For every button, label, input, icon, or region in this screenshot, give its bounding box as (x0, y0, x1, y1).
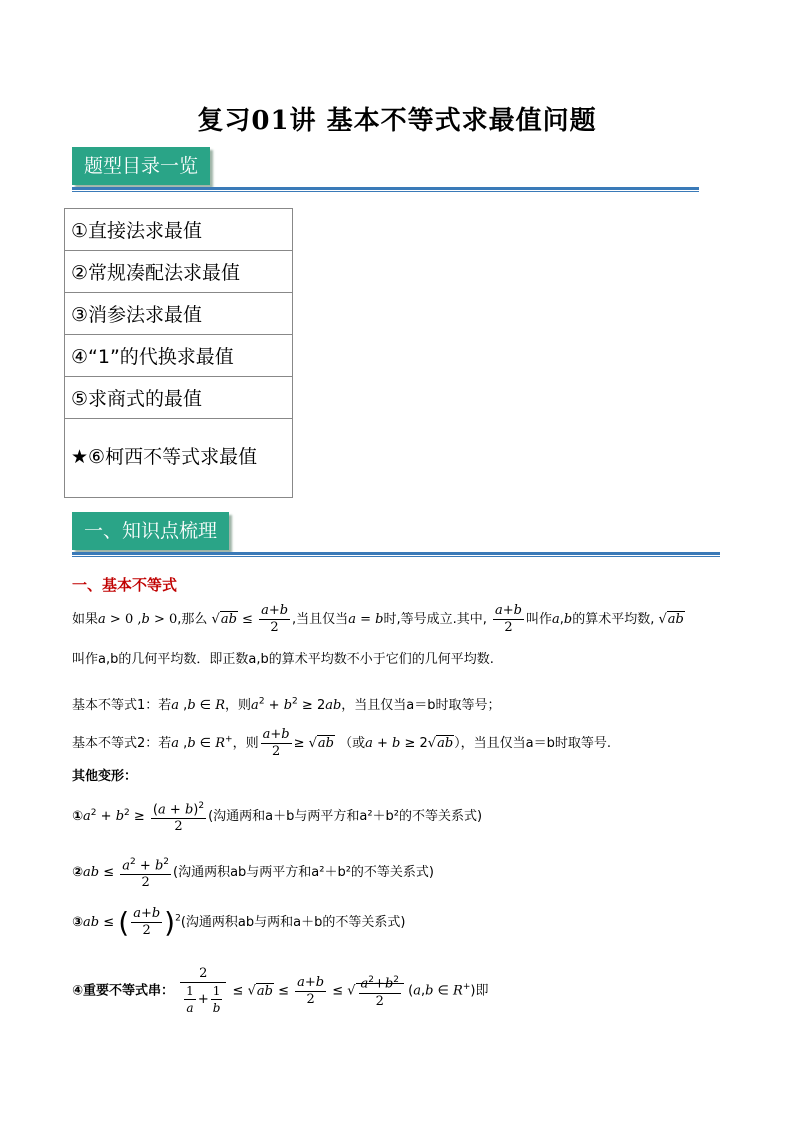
toc-rule (72, 187, 699, 190)
toc-item[interactable]: ③消参法求最值 (65, 293, 293, 335)
page-title: 复习01讲 基本不等式求最值问题 (197, 106, 597, 136)
toc-table (64, 208, 293, 498)
toc-item[interactable]: ④“1”的代换求最值 (65, 335, 293, 377)
form-1: $①a^2 + b^2$ ≥ $\frac{(a + b)^2}{2}$ (沟通两和a＋b与两平方和a²＋b²的不等关系式) (72, 798, 482, 835)
form-3: ③ab ≤ ( $\frac{a+b}{2}$ )$^2$(沟通两积ab与两和a＋b的不等关系式) (72, 906, 406, 939)
toc-item[interactable]: ★⑥柯西不等式求最值 (65, 419, 293, 498)
basic-inequality-2: 基本不等式2：若a ,b ∈ R+，则 $\frac{a+b}{2}$ ≥ √ab （或a + b ≥ 2√ab），当且仅当a＝b时取等号. (72, 727, 612, 759)
toc-item[interactable]: ②常规凑配法求最值 (65, 251, 293, 293)
toc-item[interactable]: ⑤求商式的最值 (65, 377, 293, 419)
toc-banner: 题型目录一览 (72, 147, 210, 185)
section-heading: 一、基本不等式 (72, 576, 178, 594)
knowledge-rule (72, 552, 720, 555)
knowledge-banner: 一、知识点梳理 (72, 512, 229, 550)
other-forms-heading: 其他变形： (72, 769, 138, 784)
toc-item[interactable]: ①直接法求最值 (65, 209, 293, 251)
form-4: ④重要不等式串： 2 $\frac{1}{a}$ + $\frac{1}{b}$ ≤ √ab ≤ $\frac{a+b}{2}$ ≤ √ $\frac{a^2+b^2}{2}$ (a,b ∈ R+)即 (72, 966, 489, 1015)
paragraph-definition: 如果a > 0 ,b > 0,那么 √ab ≤ $\frac{a+b}{2}$ ,当且仅当a = b时,等号成立.其中, $\frac{a+b}{2}$ 叫作a,b的算术平均数, √ab (72, 603, 684, 635)
form-2: ②ab ≤ $\frac{a^2 + b^2}{2}$ (沟通两积ab与两平方和a²＋b²的不等关系式) (72, 854, 434, 891)
basic-inequality-1: 基本不等式1：若a ,b ∈ R，则$a^2 + b^2 \ge 2ab$，当且仅当a＝b时取等号； (72, 696, 501, 713)
paragraph-geometric: 叫作a,b的几何平均数．即正数a,b的算术平均数不小于它们的几何平均数. (72, 652, 494, 667)
